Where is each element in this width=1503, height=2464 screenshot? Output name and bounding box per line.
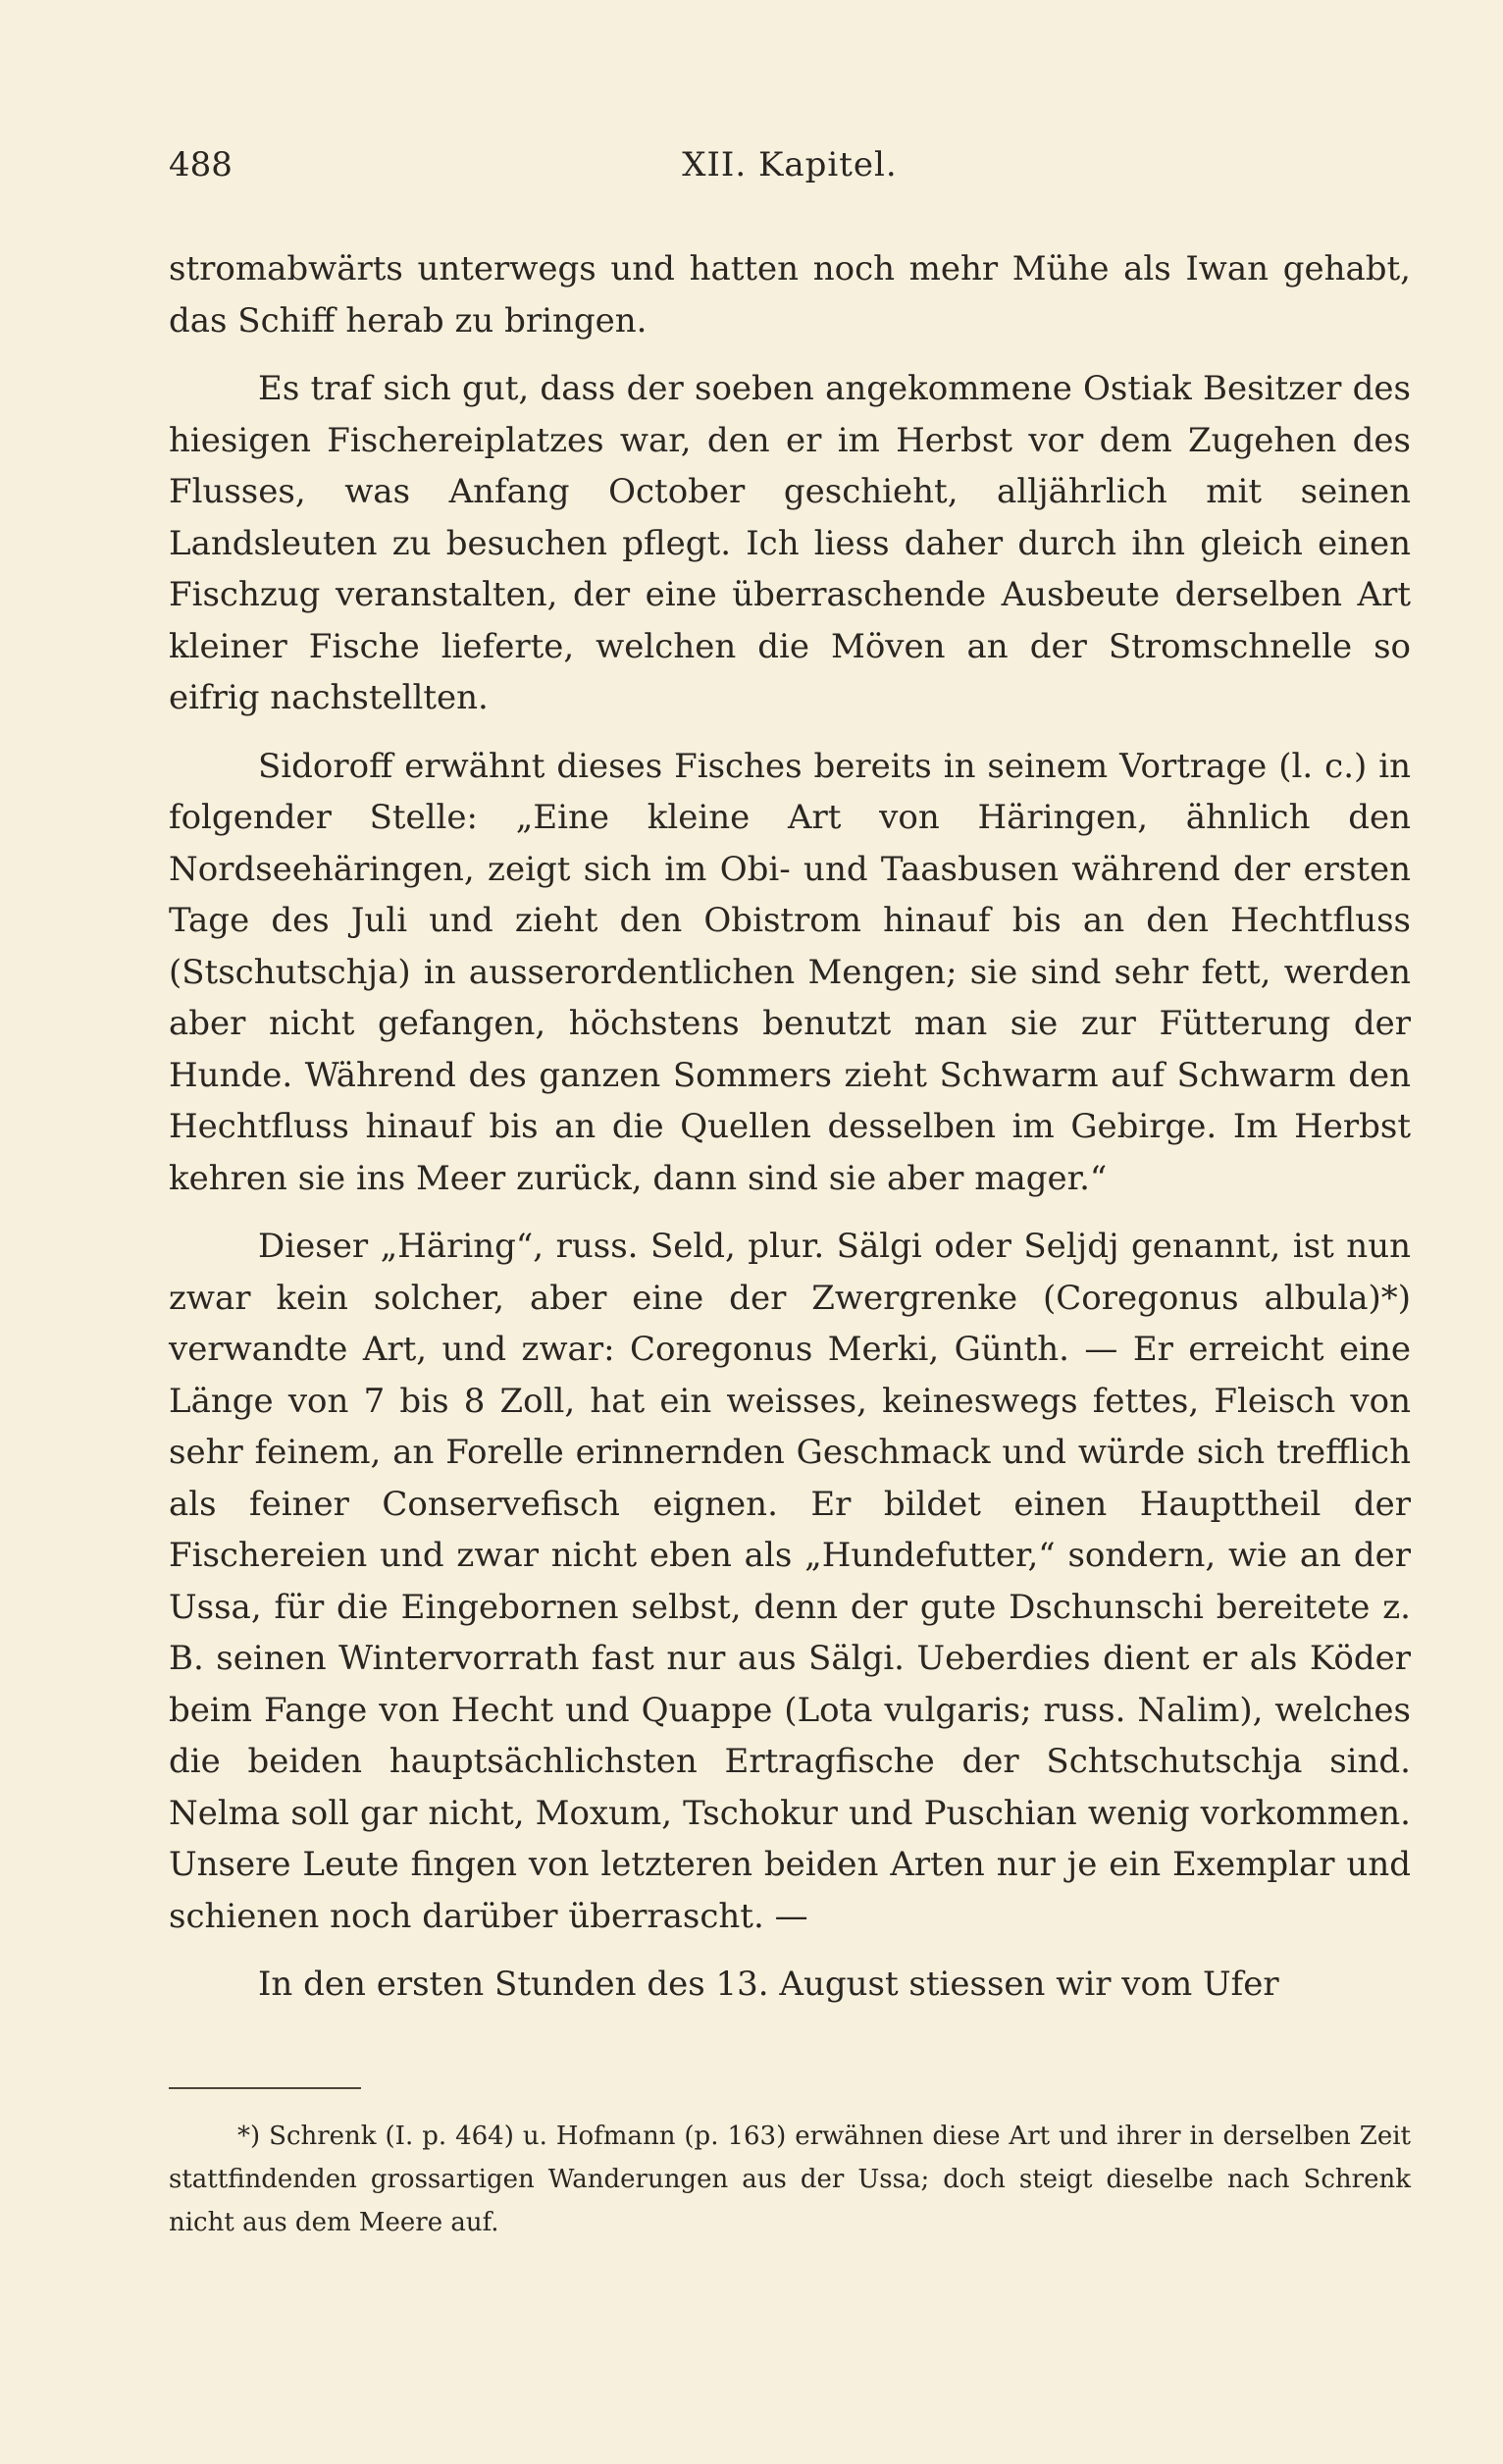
paragraph-haering-description: Dieser „Häring“, russ. Seld, plur. Sälgi oder Seljdj genannt, ist nun zwar kein solcher, aber eine der Zwergrenke (Coregonus albula)*) verwandte Art, und zwar: Coregonus Merki, Günth. — Er erreicht eine Länge von 7 bis 8 Zoll, hat ein weisses, keineswegs fettes, Fleisch von sehr feinem, an Forelle erinnernden Geschmack und würde sich trefflich als feiner Conservefisch eignen. Er bildet einen Haupttheil der Fischereien und zwar nicht eben als „Hundefutter,“ sondern, wie an der Ussa, für die Eingebornen selbst, denn der gute Dschunschi bereitete z. B. seinen Wintervorrath fast nur aus Sälgi. Ueberdies dient er als Köder beim Fange von Hecht und Quappe (Lota vulgaris; russ. Nalim), welches die beiden hauptsächlichsten Ertragfische der Schtschutschja sind. Nelma soll gar nicht, Moxum, Tschokur und Puschian wenig vorkommen. Unsere Leute fingen von letzteren beiden Arten nur je ein Exemplar und schienen noch darüber überrascht. — (169, 1227, 1411, 1936)
paragraph-fishing-place: Es traf sich gut, dass der soeben angekommene Ostiak Besitzer des hiesigen Fischereiplatzes war, den er im Herbst vor dem Zugehen des Flusses, was Anfang October geschieht, alljährlich mit seinen Landsleuten zu besuchen pflegt. Ich liess daher durch ihn gleich einen Fischzug veranstalten, der eine überraschende Ausbeute derselben Art kleiner Fische lieferte, welchen die Möven an der Stromschnelle so eifrig nachstellten. (169, 369, 1411, 717)
book-page (169, 145, 1411, 2011)
paragraph-continuation: stromabwärts unterwegs und hatten noch mehr Mühe als Iwan gehabt, das Schiff herab zu bringen. (169, 249, 1411, 341)
paragraph-sidoroff-quote: Sidoroff erwähnt dieses Fisches bereits in seinem Vortrage (l. c.) in folgender Stelle: „Eine kleine Art von Häringen, ähnlich den Nordseehäringen, zeigt sich im Obi- und Taasbusen während der ersten Tage des Juli und zieht den Obistrom hinauf bis an den Hechtfluss (Stschutschja) in ausserordentlichen Mengen; sie sind sehr fett, werden aber nicht gefangen, höchstens benutzt man sie zur Fütterung der Hunde. Während des ganzen Sommers zieht Schwarm auf Schwarm den Hechtfluss hinauf bis an die Quellen desselben im Gebirge. Im Herbst kehren sie ins Meer zurück, dann sind sie aber mager.“ (169, 746, 1411, 1198)
paragraph-august-departure: In den ersten Stunden des 13. August stiessen wir vom Ufer (258, 1965, 1279, 2004)
running-head (169, 145, 1411, 204)
body-text (169, 243, 1411, 2011)
footnote: *) Schrenk (I. p. 464) u. Hofmann (p. 163) erwähnen diese Art und ihrer in derselben Zeit stattfindenden grossartigen Wanderungen aus der Ussa; doch steigt dieselbe nach Schrenk nicht aus dem Meere auf. (169, 2122, 1411, 2237)
footnote-divider (169, 2087, 361, 2089)
chapter-title: XII. Kapitel. (682, 145, 898, 184)
page-number: 488 (169, 145, 233, 184)
